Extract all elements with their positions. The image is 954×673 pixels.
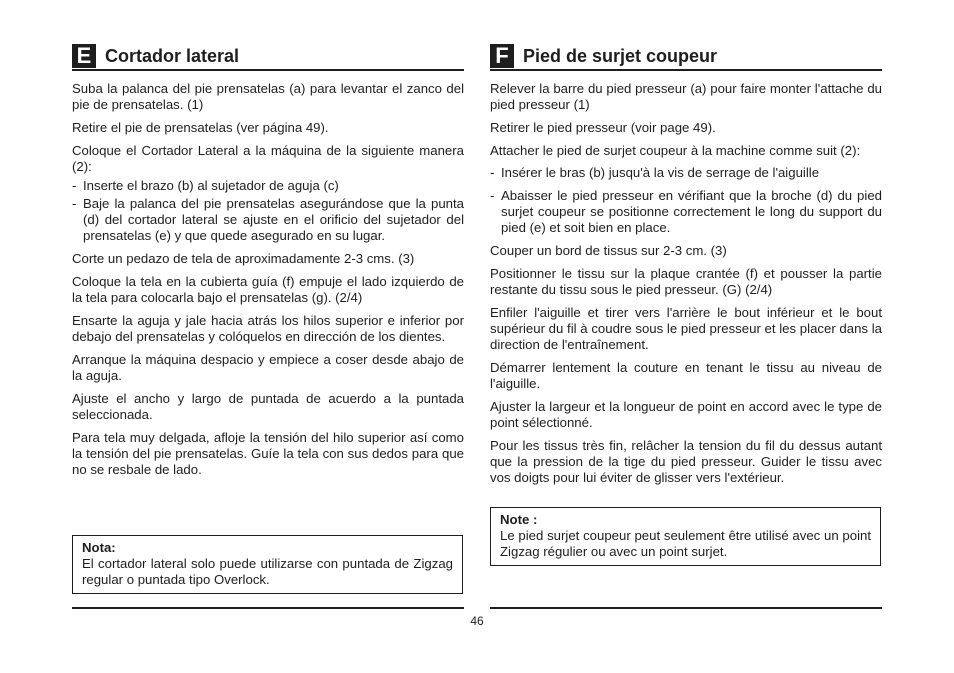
page-number: 46	[470, 614, 484, 628]
section-e-step-3: Coloque el Cortador Lateral a la máquina de la siguiente manera (2):	[72, 143, 464, 174]
section-f-bullet-1	[490, 165, 882, 181]
section-e-step-5: Coloque la tela en la cubierta guía (f) empuje el lado izquierdo de la tela para colocarla bajo el prensatelas (g). (2/4)	[72, 274, 464, 305]
section-e-column	[72, 43, 464, 478]
section-f-bullet-1-text: Insérer le bras (b) jusqu'à la vis de serrage de l'aiguille	[501, 165, 820, 180]
section-e-bullet-2	[72, 196, 464, 244]
section-e-step-4: Corte un pedazo de tela de aproximadamente 2-3 cms. (3)	[72, 251, 415, 266]
section-e-step-6: Ensarte la aguja y jale hacia atrás los hilos superior e inferior por debajo del prensatelas y colóquelos en dirección de los dientes.	[72, 313, 464, 344]
section-f-step-2: Retirer le pied presseur (voir page 49).	[490, 120, 716, 135]
section-e-bullet-1	[72, 178, 464, 194]
section-e-step-9: Para tela muy delgada, afloje la tensión del hilo superior así como la tensión del pie prensatelas. Guíe la tela con sus dedos para que no se resbale de lado.	[72, 430, 464, 477]
section-f-bottom-rule	[490, 607, 882, 609]
section-f-title: Pied de surjet coupeur	[523, 46, 718, 66]
section-e-note-box	[72, 535, 463, 594]
section-f-step-5: Positionner le tissu sur la plaque crantée (f) et pousser la partie restante du tissu sous le pied presseur. (G) (2/4)	[490, 266, 882, 297]
section-f-step-1: Relever la barre du pied presseur (a) pour faire monter l'attache du pied presseur (1)	[490, 81, 882, 112]
section-e-header	[72, 43, 464, 71]
bullet-dash: -	[490, 188, 495, 203]
section-f-note-title: Note :	[500, 512, 538, 527]
section-f-bullet-2-text: Abaisser le pied presseur en vérifiant que la broche (d) du pied surjet coupeur se positionne correctement le long du support du pied (e) et soit bien en place.	[501, 188, 882, 235]
section-f-column	[490, 43, 882, 486]
section-e-bottom-rule	[72, 607, 464, 609]
section-e-note-text: El cortador lateral solo puede utilizarse con puntada de Zigzag regular o puntada tipo Overlock.	[82, 556, 453, 587]
bullet-dash: -	[72, 196, 77, 211]
section-f-step-4: Couper un bord de tissus sur 2-3 cm. (3)	[490, 243, 727, 258]
section-f-step-6: Enfiler l'aiguille et tirer vers l'arrière le bout inférieur et le bout supérieur du fil à coudre sous le pied presseur et les placer dans la direction de l'entraînement.	[490, 305, 882, 352]
section-e-note-title: Nota:	[82, 540, 116, 555]
section-f-note-text: Le pied surjet coupeur peut seulement être utilisé avec un point Zigzag régulier ou avec un point surjet.	[500, 528, 871, 559]
section-f-note-box	[490, 507, 881, 566]
section-f-header	[490, 43, 882, 71]
section-e-step-2: Retire el pie de prensatelas (ver página 49).	[72, 120, 329, 135]
bullet-dash: -	[490, 165, 495, 180]
section-e-title: Cortador lateral	[105, 46, 240, 66]
section-f-body	[490, 81, 882, 486]
section-e-bullet-1-text: Inserte el brazo (b) al sujetador de aguja (c)	[83, 178, 339, 193]
section-f-step-9: Pour les tissus très fin, relâcher la tension du fil du dessus autant que la pression de la tige du pied presseur. Guider le tissu avec vos doigts pour lui éviter de glisser vers l'extérieur.	[490, 438, 882, 485]
section-e-step-7: Arranque la máquina despacio y empiece a coser desde abajo de la aguja.	[72, 352, 464, 383]
section-e-body	[72, 81, 464, 478]
section-e-bullet-2-text: Baje la palanca del pie prensatelas asegurándose que la punta (d) del cortador lateral se ajuste en el orificio del sujetador del prensatelas (e) y que quede asegurado en su lugar.	[83, 196, 464, 243]
section-e-letter-badge: E	[72, 44, 96, 68]
section-e-step-8: Ajuste el ancho y largo de puntada de acuerdo a la puntada seleccionada.	[72, 391, 464, 422]
section-f-bullet-2	[490, 188, 882, 236]
section-f-step-3: Attacher le pied de surjet coupeur à la machine comme suit (2):	[490, 143, 861, 158]
section-f-step-7: Démarrer lentement la couture en tenant le tissu au niveau de l'aiguille.	[490, 360, 882, 391]
section-f-step-8: Ajuster la largeur et la longueur de point en accord avec le type de point sélectionné.	[490, 399, 882, 430]
section-f-letter-badge: F	[490, 44, 514, 68]
section-e-step-1: Suba la palanca del pie prensatelas (a) para levantar el zanco del pie de prensatelas. (1)	[72, 81, 464, 112]
bullet-dash: -	[72, 178, 77, 193]
